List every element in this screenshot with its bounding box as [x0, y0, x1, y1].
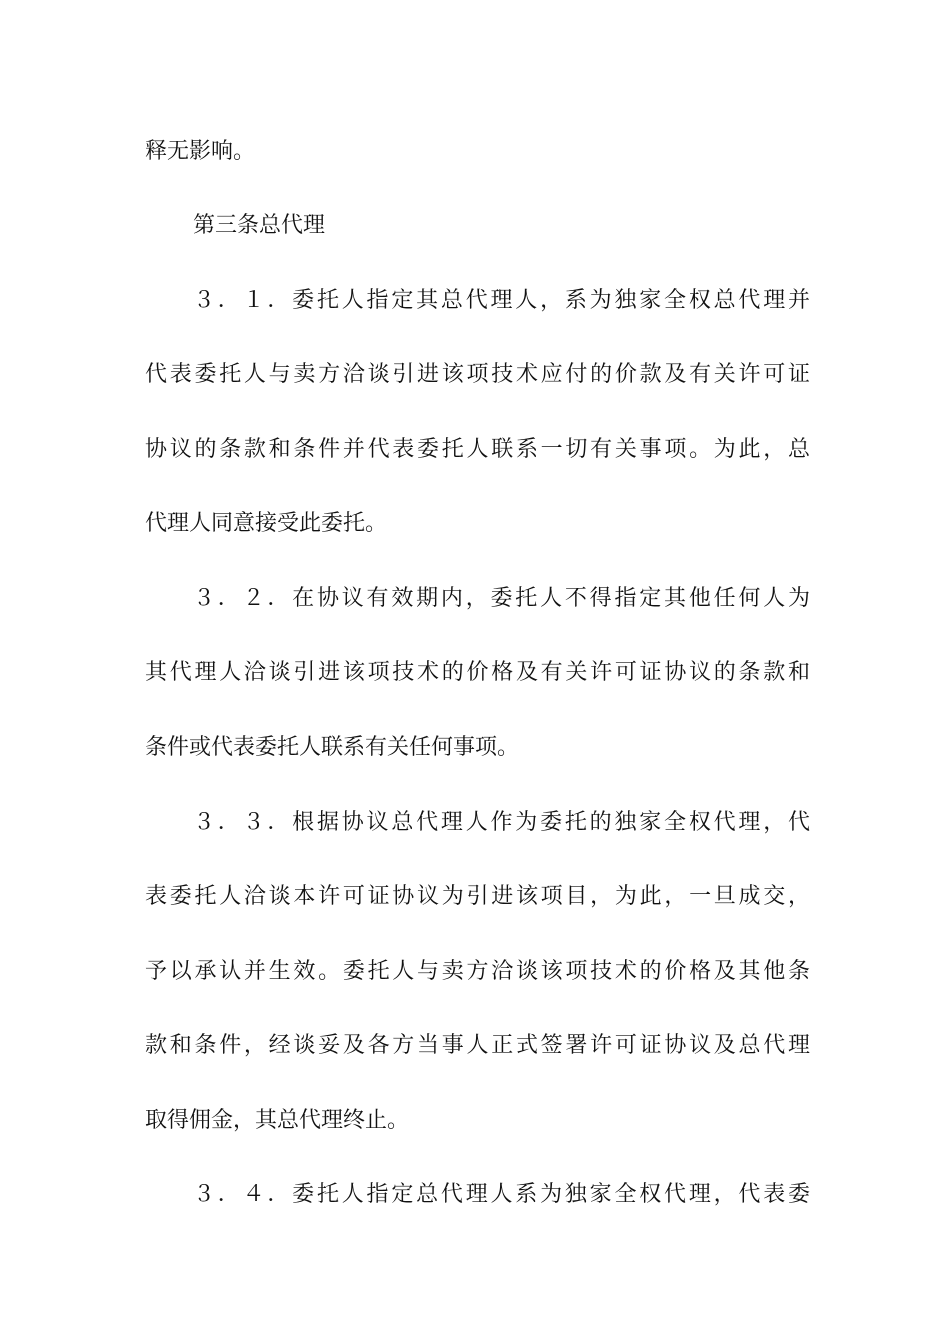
clause-3-2-line: ３．２．在协议有效期内，委托人不得指定其他任何人为	[193, 586, 810, 611]
clause-3-1-line: 代理人同意接受此委托。	[145, 511, 388, 536]
clause-3-4-line: ３．４．委托人指定总代理人系为独家全权代理，代表委	[193, 1182, 810, 1207]
section-heading: 第三条总代理	[193, 213, 326, 238]
clause-3-1-line: 代表委托人与卖方洽谈引进该项技术应付的价款及有关许可证	[145, 362, 810, 387]
clause-3-2-line: 条件或代表委托人联系有关任何事项。	[145, 735, 520, 760]
clause-3-3-line: ３．３．根据协议总代理人作为委托的独家全权代理，代	[193, 810, 810, 835]
clause-3-3-line: 取得佣金，其总代理终止。	[145, 1108, 410, 1133]
clause-3-1-line: 协议的条款和条件并代表委托人联系一切有关事项。为此，总	[145, 437, 810, 462]
clause-3-3-line: 款和条件，经谈妥及各方当事人正式签署许可证协议及总代理	[145, 1033, 810, 1058]
clause-3-2-line: 其代理人洽谈引进该项技术的价格及有关许可证协议的条款和	[145, 660, 810, 685]
paragraph-line: 释无影响。	[145, 139, 256, 164]
clause-3-3-line: 表委托人洽谈本许可证协议为引进该项目，为此，一旦成交，	[145, 884, 810, 909]
clause-3-1-line: ３．１．委托人指定其总代理人，系为独家全权总代理并	[193, 288, 810, 313]
clause-3-3-line: 予以承认并生效。委托人与卖方洽谈该项技术的价格及其他条	[145, 959, 810, 984]
